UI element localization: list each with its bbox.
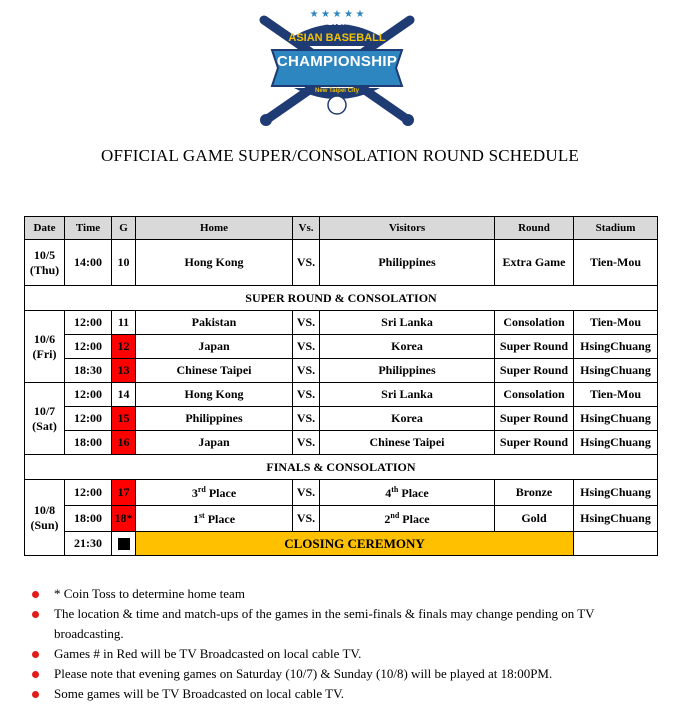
stadium-cell: Tien-Mou (574, 383, 658, 407)
time-cell: 18:00 (65, 506, 112, 532)
list-item: Some games will be TV Broadcasted on local cable TV. (30, 684, 660, 704)
game-number-tv: 12 (112, 335, 136, 359)
game-number-tv: 17 (112, 480, 136, 506)
round-cell: Super Round (495, 431, 574, 455)
stadium-cell (574, 532, 658, 556)
section-title-finals: FINALS & CONSOLATION (25, 455, 658, 480)
logo-year: 2017 (328, 18, 346, 27)
table-row (25, 311, 658, 335)
vs-label: VS. (293, 335, 320, 359)
home-team: Hong Kong (136, 383, 293, 407)
table-row (25, 506, 658, 532)
time-cell: 12:00 (65, 480, 112, 506)
table-row (25, 480, 658, 506)
bullet-icon (32, 651, 39, 658)
home-team: Japan (136, 431, 293, 455)
section-row (25, 286, 658, 311)
home-team: Philippines (136, 407, 293, 431)
time-cell: 21:30 (65, 532, 112, 556)
vs-label: VS. (293, 480, 320, 506)
home-team: Pakistan (136, 311, 293, 335)
time-cell: 12:00 (65, 335, 112, 359)
home-team: 1st Place (136, 506, 293, 532)
stadium-cell: HsingChuang (574, 359, 658, 383)
table-row (25, 359, 658, 383)
stadium-cell: HsingChuang (574, 335, 658, 359)
stadium-cell: HsingChuang (574, 480, 658, 506)
time-cell: 12:00 (65, 407, 112, 431)
round-cell: Super Round (495, 407, 574, 431)
table-row (25, 431, 658, 455)
home-team: Chinese Taipei (136, 359, 293, 383)
list-item: The location & time and match-ups of the games in the semi-finals & finals may change pending on TV broadcasting. (30, 604, 660, 644)
bullet-icon (32, 671, 39, 678)
visitor-team: 4th Place (320, 480, 495, 506)
game-number: 14 (112, 383, 136, 407)
time-cell: 18:00 (65, 431, 112, 455)
header-row (25, 217, 658, 240)
round-cell: Gold (495, 506, 574, 532)
list-item: Please note that evening games on Saturday (10/7) & Sunday (10/8) will be played at 18:00PM. (30, 664, 660, 684)
vs-label: VS. (293, 359, 320, 383)
stadium-cell: Tien-Mou (574, 311, 658, 335)
vs-label: VS. (293, 431, 320, 455)
time-cell: 12:00 (65, 311, 112, 335)
header-round: Round (495, 217, 574, 240)
bullet-icon (32, 611, 39, 618)
header-home: Home (136, 217, 293, 240)
vs-label: VS. (293, 506, 320, 532)
table-row (25, 335, 658, 359)
stadium-cell: HsingChuang (574, 407, 658, 431)
home-team: Hong Kong (136, 240, 293, 286)
page-title: OFFICIAL GAME SUPER/CONSOLATION ROUND SCHEDULE (101, 146, 579, 165)
stadium-cell: HsingChuang (574, 506, 658, 532)
table-row (25, 383, 658, 407)
vs-label: VS. (293, 383, 320, 407)
bullet-icon (32, 591, 39, 598)
home-team: Japan (136, 335, 293, 359)
table-row (25, 532, 658, 556)
header-date: Date (25, 217, 65, 240)
date-cell: 10/7 (Sat) (25, 383, 65, 455)
svg-text:★ ★ ★ ★ ★: ★ ★ ★ ★ ★ (309, 9, 365, 20)
championship-logo (258, 6, 416, 128)
bullet-icon (32, 691, 39, 698)
visitor-team: Philippines (320, 359, 495, 383)
header-game: G (112, 217, 136, 240)
notes-list (30, 584, 660, 704)
game-number: 10 (112, 240, 136, 286)
table-row (25, 240, 658, 286)
vs-label: VS. (293, 311, 320, 335)
home-team: 3rd Place (136, 480, 293, 506)
section-row (25, 455, 658, 480)
table-row (25, 407, 658, 431)
vs-label: VS. (293, 407, 320, 431)
header-time: Time (65, 217, 112, 240)
date-cell: 10/5 (Thu) (25, 240, 65, 286)
schedule-table (24, 216, 658, 556)
vs-label: VS. (293, 240, 320, 286)
round-cell: Super Round (495, 359, 574, 383)
game-number-tv: 15 (112, 407, 136, 431)
visitor-team: Chinese Taipei (320, 431, 495, 455)
time-cell: 18:30 (65, 359, 112, 383)
round-cell: Bronze (495, 480, 574, 506)
visitor-team: Sri Lanka (320, 383, 495, 407)
date-cell: 10/8 (Sun) (25, 480, 65, 556)
logo-line1: ASIAN BASEBALL (288, 32, 386, 44)
time-cell: 12:00 (65, 383, 112, 407)
header-visitors: Visitors (320, 217, 495, 240)
black-square-icon (118, 538, 130, 550)
round-cell: Consolation (495, 311, 574, 335)
game-number-tv: 18* (112, 506, 136, 532)
list-item: * Coin Toss to determine home team (30, 584, 660, 604)
closing-ceremony: CLOSING CEREMONY (136, 532, 574, 556)
stadium-cell: Tien-Mou (574, 240, 658, 286)
round-cell: Consolation (495, 383, 574, 407)
visitor-team: Philippines (320, 240, 495, 286)
visitor-team: Korea (320, 407, 495, 431)
logo-city: New Taipei City (315, 88, 359, 94)
visitor-team: Sri Lanka (320, 311, 495, 335)
header-stadium: Stadium (574, 217, 658, 240)
game-number: 11 (112, 311, 136, 335)
round-cell: Super Round (495, 335, 574, 359)
header-vs: Vs. (293, 217, 320, 240)
list-item: Games # in Red will be TV Broadcasted on local cable TV. (30, 644, 660, 664)
stadium-cell: HsingChuang (574, 431, 658, 455)
date-cell: 10/6 (Fri) (25, 311, 65, 383)
time-cell: 14:00 (65, 240, 112, 286)
round-cell: Extra Game (495, 240, 574, 286)
game-number-tv: 16 (112, 431, 136, 455)
game-number-tv: 13 (112, 359, 136, 383)
visitor-team: 2nd Place (320, 506, 495, 532)
section-title-super-round: SUPER ROUND & CONSOLATION (25, 286, 658, 311)
logo-line2: CHAMPIONSHIP (276, 53, 398, 70)
game-number-empty (112, 532, 136, 556)
visitor-team: Korea (320, 335, 495, 359)
